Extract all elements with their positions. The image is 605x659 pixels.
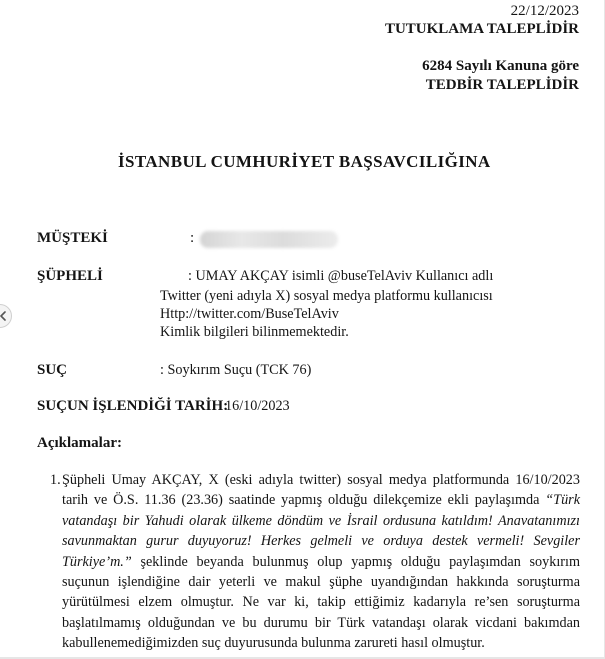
complainant-colon: : — [190, 230, 195, 246]
crime-label: SUÇ — [37, 362, 68, 378]
suspect-line-2: Twitter (yeni adıyla X) sosyal medya platformu kullanıcısı — [160, 288, 493, 304]
redacted-complainant-name — [200, 231, 338, 248]
complainant-label: MÜŞTEKİ — [37, 230, 108, 246]
suspect-line-4: Kimlik bilgileri bilinmemektedir. — [160, 324, 349, 340]
arrest-request-note: TUTUKLAMA TALEPLİDİR — [384, 21, 579, 37]
item-number: 1. — [50, 472, 61, 488]
explanation-text-before: Şüpheli Umay AKÇAY, X (eski adıyla twitter) sosyal medya platformunda 16/10/2023 tarih ve Ö.S. 11.36 (23.36) saatinde yapmış olduğu dilekçemize ekli paylaşımda — [62, 472, 580, 509]
law-reference: 6284 Sayılı Kanuna göre — [422, 58, 579, 74]
measure-request-note: TEDBİR TALEPLİDİR — [425, 77, 579, 93]
suspect-twitter-url: Http://twitter.com/BuseTelAviv — [160, 306, 339, 322]
crime-date-label: SUÇUN İŞLENDİĞİ TARİH: — [37, 398, 229, 414]
chevron-left-icon — [0, 311, 7, 321]
crime-value: : Soykırım Suçu (TCK 76) — [160, 362, 312, 378]
document-title: İSTANBUL CUMHURİYET BAŞSAVCILIĞINA — [118, 152, 491, 171]
explanations-heading: Açıklamalar: — [37, 435, 122, 451]
explanation-item-1 — [50, 470, 580, 654]
crime-date-value: 16/10/2023 — [225, 398, 290, 414]
suspect-label: ŞÜPHELİ — [37, 268, 103, 284]
explanation-text-after: şeklinde beyanda bulunmuş olup yapmış olduğu paylaşımdan soykırım suçunun işlendiğine dair yeterli ve makul şüphe uyandığından hakkında soruşturma yürütülmesi elzem olmuştur. Ne var ki, takip ettiğimiz kadarıyla re’sen soruşturma başlatılmamış olduğundan ve bu durumu bir Türk vatandaşı olarak vicdani bakımdan kabullenemediğimizden suç duyurusunda bulunma zarureti hasıl olmuştur. — [62, 553, 580, 652]
document-date: 22/12/2023 — [510, 3, 579, 19]
carousel-prev-button[interactable] — [0, 304, 12, 328]
suspect-line-1: : UMAY AKÇAY isimli @buseTelAviv Kullanıcı adlı — [188, 268, 494, 284]
quoted-post: “Türk vatandaşı bir Yahudi olarak ülkeme döndüm ve İsrail ordusuna katıldım! Anavatanımızı savunmaktan gurur duyuyoruz! Herkes gelmeli ve orduya destek vermeli! Sevgiler Türkiye’m.” — [62, 492, 580, 570]
